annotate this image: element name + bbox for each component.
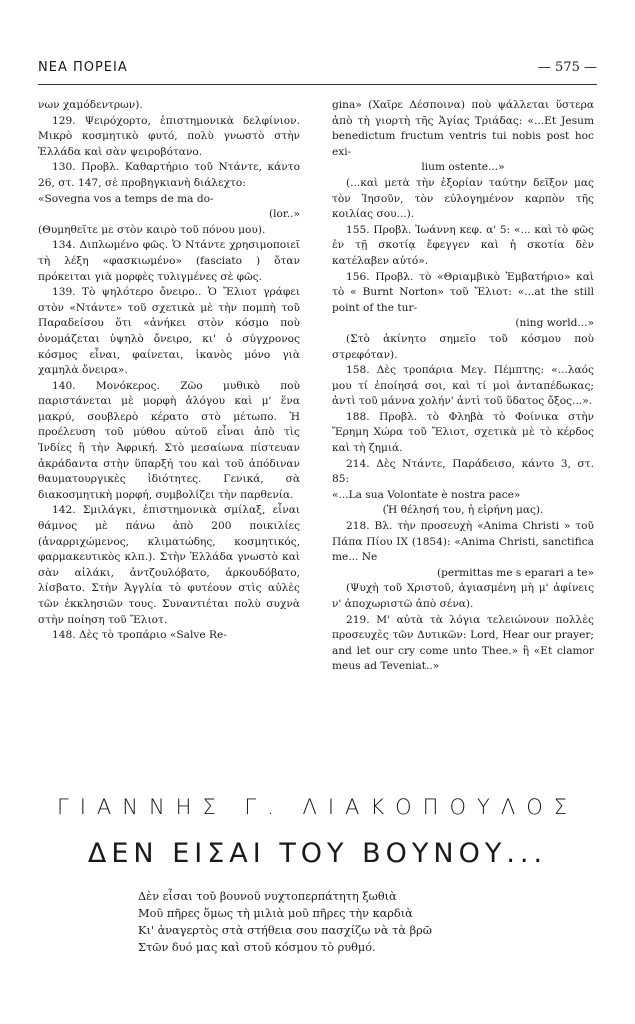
note-paragraph: 139. Τὸ ψηλότερο ὄνειρο.. Ὁ Ἔλιοτ γράφει στὸν «Ντάντε» τοῦ σχετικὰ μὲ τὴν πομπὴ τοῦ Παραδείσου ὅτι «ἀνήκει στὸν κόσμο ποὺ ὀνομάζεται ὑψηλὸ ὄνειρο, κι' ὁ σύγχρονος κόσμος εἶναι, φαίνεται, ἱκανὸς μόνο γιὰ χαμηλὰ ὄνειρα». — [38, 286, 300, 377]
header-rule — [38, 84, 597, 85]
note-paragraph: 158. Δὲς τροπάρια Μεγ. Πέμπτης: «...λαός μου τί ἐποίησά σοι, καὶ τί μοὶ ἀνταπέδωκας; ἀντὶ τοῦ μάννα χολήν' ἀντὶ τοῦ ὕδατος ὄξος...». — [332, 364, 594, 408]
note-paragraph: (ning world...» — [515, 317, 594, 330]
poem-line: Στῶν δυό μας καὶ στοῦ κόσμου τὸ ρυθμό. — [138, 941, 376, 954]
note-paragraph: «Sovegna vos a temps de ma do- — [38, 192, 214, 205]
poem-body — [138, 888, 558, 956]
note-paragraph: 219. Μ' αὐτὰ τὰ λόγια τελειώνουν πολλὲς προσευχὲς τῶν Δυτικῶν: Lord, Hear our prayer; and let our cry come unto Thee.» ἢ «Et clamor meus ad Teveniat..» — [332, 613, 594, 673]
right-column — [332, 98, 594, 675]
page-number: — 575 — — [537, 60, 597, 75]
poem-author: ΓΙΑΝΝΗΣ Γ. ΛΙΑΚΟΠΟΥΛΟΣ — [57, 795, 578, 819]
note-paragraph: 188. Προβλ. τὸ Φληβὰ τὸ Φοίνικα στὴν Ἔρημη Χώρα τοῦ Ἔλιοτ, σχετικὰ μὲ τὸ κέρδος καὶ τὴ ζημιά. — [332, 410, 594, 455]
notes-columns — [38, 98, 598, 698]
note-paragraph: 140. Μονόκερος. Ζῶο μυθικὸ ποὺ παριστάνεται μὲ μορφὴ ἀλόγου καὶ μ' ἕνα μακρύ, σουβλερὸ κέρατο στὸ μέτωπο. Ἡ προέλευση τοῦ μύθου αὐτοῦ εἶναι ἀπὸ τὶς Ἰνδίες ἢ τὴν Ἀφρική. Στὸ μεσαίωνα πίστευαν ἀκράδαντα στὴν ὕπαρξή του καὶ τοῦ ἀπόδιναν θαυματουργικὲς ἰδιότητες. Γενικά, σὰ διακοσμητικὴ μορφή, συμβολίζει τὴν παρθενία. — [38, 379, 300, 501]
poem-line: Κι' ἀναγερτὸς στὰ στήθεια σου πασχίζω νὰ τὰ βρῶ — [138, 924, 432, 937]
note-paragraph: 214. Δὲς Ντάντε, Παράδεισο, κάντο 3, στ. 85: — [332, 457, 594, 486]
note-paragraph: 142. Σμιλάγκι, ἐπιστημονικὰ σμίλαξ, εἶναι θάμνος μὲ πάνω ἀπὸ 200 ποικιλίες (ἀναρριχώμενος, κλιματώδης, κοσμητικός, φαρμακευτικὸς κλπ.). Στὴν Ἑλλάδα γνωστὸ καὶ σὰν αἰλάκι, ἀντζουλόβατο, ἀρκουδόβατο, λίσβατο. Στὴν Ἀγγλία τὸ φυτέουν στὶς αὐλὲς τῶν ἐκκλησιῶν τους. Συναντιέται πολὺ συχνὰ στὴν ποίηση τοῦ Ἔλιοτ. — [38, 504, 300, 626]
note-paragraph: 130. Προβλ. Καθαρτήριο τοῦ Ντάντε, κάντο 26, στ. 147, σὲ προβηγκιανὴ διάλεχτο: — [38, 161, 300, 189]
left-column — [38, 98, 300, 644]
note-paragraph: 134. Διπλωμένο φῶς. Ὁ Ντάντε χρησιμοποιεῖ τὴ λέξη «φασκιωμένο» (fasciato ) ὅταν πρόκειται γιὰ μορφὲς τυλιγμένες σὲ φῶς. — [38, 239, 300, 283]
note-paragraph: gina» (Χαῖρε Δέσποινα) ποὺ ψάλλεται ὕστερα ἀπὸ τὴ γιορτὴ τῆς Ἁγίας Τριάδας: «...Et Jesum benedictum fructum ventris tui nobis post hoc exi- — [332, 99, 594, 158]
note-paragraph: (Ψυχὴ τοῦ Χριστοῦ, ἁγιασμένη μὴ μ' ἀφίνεις ν' ἀποχωριστῶ ἀπὸ σένα). — [332, 582, 594, 610]
poem-line: Δὲν εἶσαι τοῦ βουνοῦ νυχτοπερπάτητη ξωθιὰ — [138, 890, 397, 903]
poem-line: Μοῦ πῆρες ὅμως τὴ μιλιὰ μοῦ πῆρες τὴν καρδιὰ — [138, 907, 413, 920]
note-paragraph: 218. Βλ. τὴν προσευχὴ «Anima Christi » τοῦ Πάπα Πίου IX (1854): «Anima Christi, sanctifica me... Ne — [332, 520, 594, 564]
note-paragraph: (...καὶ μετὰ τὴν ἐξορίαν ταύτην δεῖξον μας τὸν Ἰησοῦν, τὸν εὐλογημένον καρπὸν τῆς κοιλίας σου...). — [332, 176, 594, 221]
note-paragraph: νων χαμόδεντρων). — [38, 99, 143, 111]
note-paragraph: 129. Ψειρόχορτο, ἐπιστημονικὰ δελφίνιον. Μικρὸ κοσμητικὸ φυτό, πολὺ γνωστὸ στὴν Ἑλλάδα καὶ σὰν ψειροβότανο. — [38, 114, 300, 158]
note-paragraph: 156. Προβλ. τὸ «Θριαμβικὸ Ἐμβατήριο» καὶ τὸ « Burnt Norton» τοῦ Ἔλιοτ: «...at the still point of the tur- — [332, 270, 594, 314]
note-paragraph: lium ostente...» — [421, 161, 505, 174]
note-paragraph: (Θυμηθεῖτε με στὸν καιρὸ τοῦ πόνου μου). — [38, 223, 266, 236]
note-paragraph: (lor..» — [268, 208, 300, 221]
journal-title: ΝΕΑ ΠΟΡΕΙΑ — [38, 60, 128, 75]
note-paragraph: 155. Προβλ. Ἰωάννη κεφ. α' 5: «... καὶ τὸ φῶς ἐν τῇ σκοτίᾳ ἔφεγγεν καὶ ἡ σκοτία δὲν κατέλαβεν αὐτό». — [332, 223, 594, 267]
note-paragraph: 148. Δὲς τὸ τροπάριο «Salve Re- — [52, 629, 227, 642]
note-paragraph: «...La sua Volontate è nostra pace» — [332, 488, 521, 501]
page-header — [38, 60, 597, 82]
note-paragraph: (Στὸ ἀκίνητο σημεῖο τοῦ κόσμου ποὺ στρεφόταν). — [332, 332, 594, 361]
note-paragraph: (Ἡ θέλησή του, ἡ εἰρήνη μας). — [382, 504, 544, 517]
note-paragraph: (permittas me s eparari a te» — [436, 566, 594, 579]
poem-title: ΔΕΝ ΕΙΣΑΙ ΤΟΥ ΒΟΥΝΟΥ... — [87, 838, 548, 869]
